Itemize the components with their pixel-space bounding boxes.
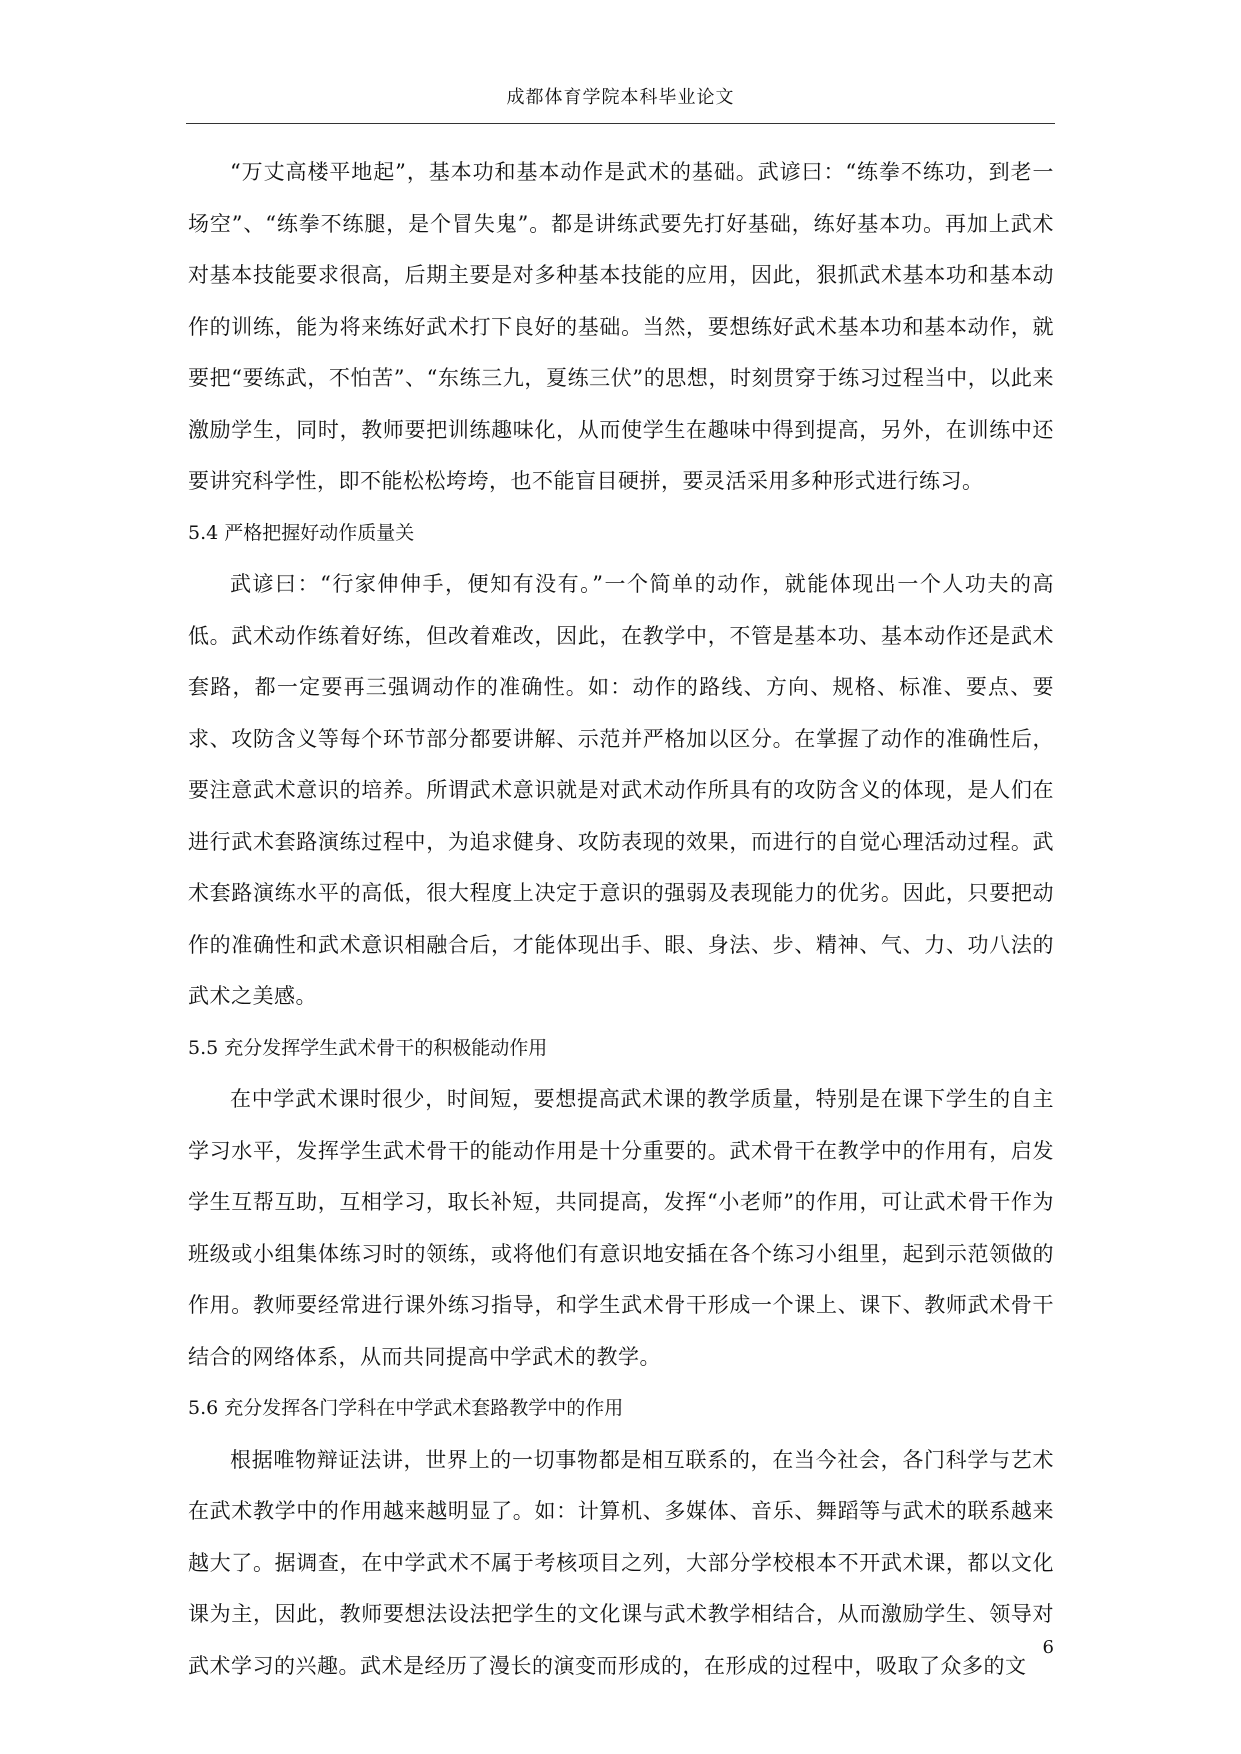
running-header: 成都体育学院本科毕业论文 [506, 87, 735, 108]
section-heading-5-5: 5.5 充分发挥学生武术骨干的积极能动作用 [188, 1036, 548, 1059]
paragraph-movement-quality: 武谚曰：“行家伸伸手，便知有没有。”一个简单的动作，就能体现出一个人功夫的高低。武术动作练着好练，但改着难改，因此，在教学中，不管是基本功、基本动作还是武术套路，都一定要再三强调动作的准确性。如：动作的路线、方向、规格、标准、要点、要求、攻防含义等每个环节部分都要讲解、示范并严格加以区分。在掌握了动作的准确性后，要注意武术意识的培养。所谓武术意识就是对武术动作所具有的攻防含义的体现，是人们在进行武术套路演练过程中，为追求健身、攻防表现的效果，而进行的自觉心理活动过程。武术套路演练水平的高低，很大程度上决定于意识的强弱及表现能力的优劣。因此，只要把动作的准确性和武术意识相融合后，才能体现出手、眼、身法、步、精神、气、力、功八法的武术之美感。 [188, 572, 1054, 1008]
paragraph-student-leaders: 在中学武术课时很少，时间短，要想提高武术课的教学质量，特别是在课下学生的自主学习水平，发挥学生武术骨干的能动作用是十分重要的。武术骨干在教学中的作用有，启发学生互帮互助，互相学习，取长补短，共同提高，发挥“小老师”的作用，可让武术骨干作为班级或小组集体练习时的领练，或将他们有意识地安插在各个练习小组里，起到示范领做的作用。教师要经常进行课外练习指导，和学生武术骨干形成一个课上、课下、教师武术骨干结合的网络体系，从而共同提高中学武术的教学。 [188, 1087, 1054, 1369]
page-number: 6 [1042, 1637, 1054, 1658]
section-heading-5-4: 5.4 严格把握好动作质量关 [188, 521, 415, 544]
paragraph-interdisciplinary: 根据唯物辩证法讲，世界上的一切事物都是相互联系的，在当今社会，各门科学与艺术在武术教学中的作用越来越明显了。如：计算机、多媒体、音乐、舞蹈等与武术的联系越来越大了。据调查，在中学武术不属于考核项目之列，大部分学校根本不开武术课，都以文化课为主，因此，教师要想法设法把学生的文化课与武术教学相结合，从而激励学生、领导对武术学习的兴趣。武术是经历了漫长的演变而形成的，在形成的过程中，吸取了众多的文 [188, 1447, 1054, 1678]
section-heading-5-6: 5.6 充分发挥各门学科在中学武术套路教学中的作用 [188, 1397, 624, 1419]
document-body [188, 147, 1054, 1692]
paragraph-basic-skills: “万丈高楼平地起”，基本功和基本动作是武术的基础。武谚曰：“练拳不练功，到老一场空”、“练拳不练腿，是个冒失鬼”。都是讲练武要先打好基础，练好基本功。再加上武术对基本技能要求很高，后期主要是对多种基本技能的应用，因此，狠抓武术基本功和基本动作的训练，能为将来练好武术打下良好的基础。当然，要想练好武术基本功和基本动作，就要把“要练武，不怕苦”、“东练三九，夏练三伏”的思想，时刻贯穿于练习过程当中，以此来激励学生，同时，教师要把训练趣味化，从而使学生在趣味中得到提高，另外，在训练中还要讲究科学性，即不能松松垮垮，也不能盲目硬拼，要灵活采用多种形式进行练习。 [188, 160, 1054, 493]
header-rule [186, 123, 1055, 124]
